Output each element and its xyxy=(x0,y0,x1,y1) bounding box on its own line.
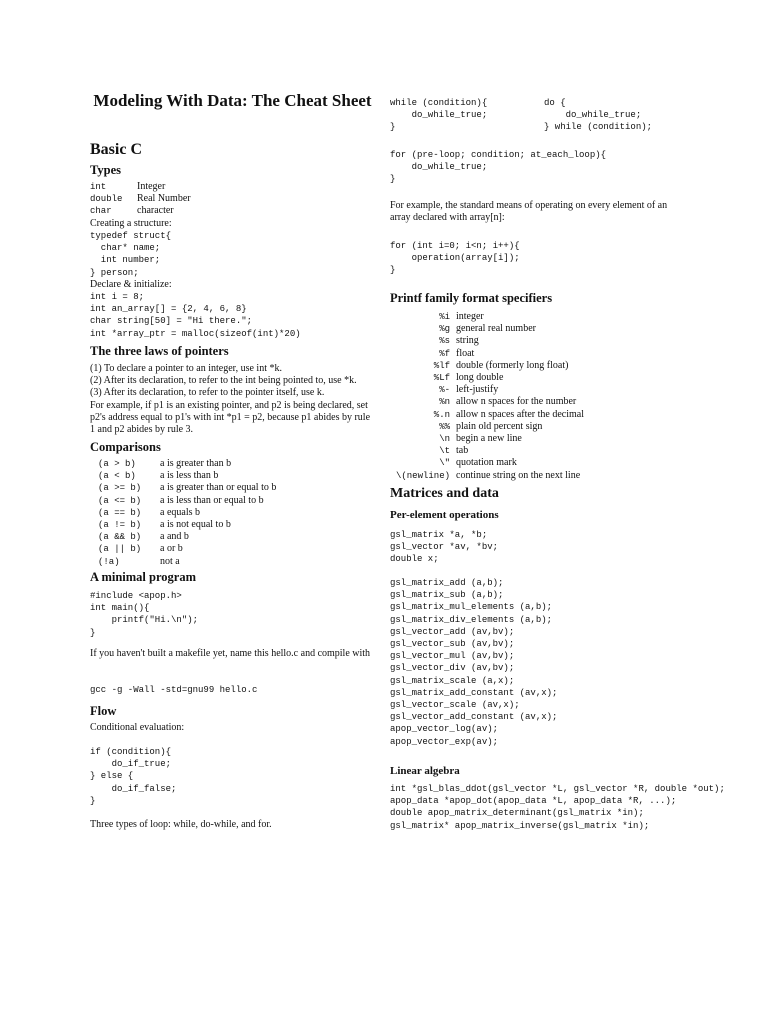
struct-code: typedef struct{ char* name; int number; } person; xyxy=(90,231,172,278)
types-heading: Types xyxy=(90,163,122,177)
type-code: double xyxy=(90,194,123,205)
comparison-desc: a is greater than or equal to b xyxy=(160,482,277,494)
conditional-label: Conditional evaluation: xyxy=(90,722,185,733)
format-specifier-row xyxy=(390,457,584,469)
compile-command: gcc -g -Wall -std=gnu99 hello.c xyxy=(90,685,258,695)
printf-table xyxy=(390,311,584,482)
comparison-code: (a || b) xyxy=(98,544,142,555)
format-specifier-row xyxy=(390,360,584,372)
comparison-desc: a is greater than b xyxy=(160,458,232,469)
minimal-program-code: #include <apop.h> int main(){ printf("Hi.\n"); } xyxy=(90,591,199,638)
format-specifier-desc: quotation mark xyxy=(456,457,517,469)
pointers-heading: The three laws of pointers xyxy=(90,344,229,358)
format-specifier-row xyxy=(390,433,584,445)
format-specifier-code: %s xyxy=(439,336,450,347)
type-desc: Real Number xyxy=(137,193,191,205)
comparison-desc: a is less than b xyxy=(160,470,219,482)
comparison-desc: a equals b xyxy=(160,506,200,518)
format-specifier-code: %- xyxy=(439,385,450,396)
format-specifier-code: %lf xyxy=(433,360,450,371)
format-specifier-desc: string xyxy=(456,335,479,347)
comparison-row xyxy=(90,543,276,555)
format-specifier-row xyxy=(390,311,584,323)
printf-heading: Printf family format specifiers xyxy=(390,291,553,305)
comparison-row xyxy=(90,519,276,531)
comparisons-table xyxy=(90,458,276,568)
per-element-heading: Per-element operations xyxy=(390,509,499,521)
for-example-text: For example, the standard means of operating on every element of an array declared with array[n]: xyxy=(390,200,668,224)
comparison-desc: a or b xyxy=(160,543,183,555)
page-title: Modeling With Data: The Cheat Sheet xyxy=(93,91,372,110)
comparison-row xyxy=(90,556,276,568)
loop-types-text: Three types of loop: while, do-while, and for. xyxy=(90,819,272,830)
linear-algebra-heading: Linear algebra xyxy=(390,765,460,777)
comparison-desc: a is not equal to b xyxy=(160,519,231,531)
pointer-rule-3: (3) After its declaration, to refer to the pointer itself, use k. xyxy=(90,387,325,399)
comparison-row xyxy=(90,470,276,482)
comparison-code: (a == b) xyxy=(98,507,142,518)
format-specifier-desc: begin a new line xyxy=(456,433,522,445)
format-specifier-row xyxy=(390,409,584,421)
comparison-row xyxy=(90,458,276,470)
format-specifier-desc: long double xyxy=(456,372,504,384)
type-code: int xyxy=(90,182,107,192)
for-loop-code: for (pre-loop; condition; at_each_loop){ do_while_true; } xyxy=(390,150,607,185)
format-specifier-row xyxy=(390,384,584,396)
flow-heading: Flow xyxy=(90,704,117,718)
comparison-code: (a != b) xyxy=(98,520,142,531)
comparison-code: (!a) xyxy=(98,556,120,567)
types-table xyxy=(90,181,191,218)
format-specifier-code: %i xyxy=(439,312,450,322)
declare-code: int i = 8; int an_array[] = {2, 4, 6, 8} char string[50] = "Hi there."; int *array_ptr = malloc(sizeof(int)*20) xyxy=(90,292,301,339)
format-specifier-desc: tab xyxy=(456,445,469,457)
format-specifier-row xyxy=(390,372,584,384)
format-specifier-code: %% xyxy=(439,421,450,432)
format-specifier-desc: left-justify xyxy=(456,384,499,396)
format-specifier-row xyxy=(390,348,584,360)
while-loop-code: while (condition){ do_while_true; } xyxy=(390,98,488,133)
create-struct-label: Creating a structure: xyxy=(90,218,172,229)
format-specifier-row xyxy=(390,445,584,457)
comparison-row xyxy=(90,482,276,494)
format-specifier-desc: allow n spaces for the number xyxy=(456,396,577,408)
declare-label: Declare & initialize: xyxy=(90,279,172,290)
comparison-row xyxy=(90,507,276,519)
pointer-rule-1: (1) To declare a pointer to an integer, use int *k. xyxy=(90,363,282,374)
comparison-code: (a >= b) xyxy=(98,483,142,494)
comparison-code: (a < b) xyxy=(98,471,136,482)
format-specifier-code: %f xyxy=(439,348,450,359)
type-row xyxy=(90,181,191,193)
matrices-heading: Matrices and data xyxy=(390,486,499,501)
format-specifier-desc: continue string on the next line xyxy=(456,469,581,481)
format-specifier-desc: float xyxy=(456,347,475,359)
format-specifier-code: %.n xyxy=(433,409,450,420)
format-specifier-code: %n xyxy=(439,397,450,408)
do-while-code: do { do_while_true; } while (condition); xyxy=(544,98,653,133)
format-specifier-code: %Lf xyxy=(433,373,450,384)
comparison-code: (a > b) xyxy=(98,459,136,469)
comparison-code: (a <= b) xyxy=(98,495,142,506)
comparison-desc: a and b xyxy=(160,531,189,543)
format-specifier-row xyxy=(390,421,584,433)
comparisons-heading: Comparisons xyxy=(90,440,161,454)
format-specifier-code: \t xyxy=(439,446,450,457)
comparison-code: (a && b) xyxy=(98,532,142,543)
comparison-desc: not a xyxy=(160,555,180,567)
format-specifier-code: \(newline) xyxy=(395,470,450,481)
format-specifier-row xyxy=(390,323,584,335)
format-specifier-desc: double (formerly long float) xyxy=(456,359,569,371)
comparison-desc: a is less than or equal to b xyxy=(160,494,264,506)
type-desc: character xyxy=(137,205,174,217)
comparison-row xyxy=(90,495,276,507)
comparison-row xyxy=(90,531,276,543)
format-specifier-code: \n xyxy=(439,434,450,445)
format-specifier-row xyxy=(390,470,584,482)
makefile-text: If you haven't built a makefile yet, name this hello.c and compile with xyxy=(90,648,371,659)
format-specifier-row xyxy=(390,396,584,408)
format-specifier-desc: integer xyxy=(456,311,484,322)
basic-c-heading: Basic C xyxy=(90,141,142,158)
matrix-declarations: gsl_matrix *a, *b; gsl_vector *av, *bv; double x; xyxy=(390,530,499,565)
format-specifier-desc: allow n spaces after the decimal xyxy=(456,408,584,420)
pointer-example: For example, if p1 is an existing pointer, and p2 is being declared, set p2's address equal to p1's with int *p1 = p2, because p1 abides by rule 1 and p2 abides by rule 3. xyxy=(90,399,371,436)
if-else-code: if (condition){ do_if_true; } else { do_if_false; } xyxy=(90,747,177,806)
type-desc: Integer xyxy=(137,181,166,192)
pointer-rule-2: (2) After its declaration, to refer to the int being pointed to, use *k. xyxy=(90,375,357,387)
type-code: char xyxy=(90,206,112,217)
per-element-ops: gsl_matrix_add (a,b); gsl_matrix_sub (a,b); gsl_matrix_mul_elements (a,b); gsl_matrix_div_elements (a,b); gsl_vector_add (av,bv); gsl_vector_sub (av,bv); gsl_vector_mul (av,bv); gsl_vector_div (av,bv); gsl_matrix_scale (a,x); gsl_matrix_add_constant (av,x); gsl_vector_scale (av,x); gsl_vector_add_constant (av,x); apop_vector_log(av); apop_vector_exp(av); xyxy=(390,578,558,747)
format-specifier-code: %g xyxy=(439,324,450,335)
type-row xyxy=(90,205,191,217)
minimal-program-heading: A minimal program xyxy=(90,570,197,584)
format-specifier-code: \" xyxy=(439,458,450,469)
type-row xyxy=(90,193,191,205)
format-specifier-desc: general real number xyxy=(456,323,536,335)
linear-algebra-code: int *gsl_blas_ddot(gsl_vector *L, gsl_vector *R, double *out); apop_data *apop_dot(apop_data *L, apop_data *R, ...); double apop_matrix_determinant(gsl_matrix *in); gsl_matrix* apop_matrix_inverse(gsl_matrix *in); xyxy=(390,784,725,831)
format-specifier-row xyxy=(390,335,584,347)
format-specifier-desc: plain old percent sign xyxy=(456,420,543,432)
for-example-code: for (int i=0; i<n; i++){ operation(array[i]); } xyxy=(390,241,520,276)
pointers-rules xyxy=(90,363,375,436)
